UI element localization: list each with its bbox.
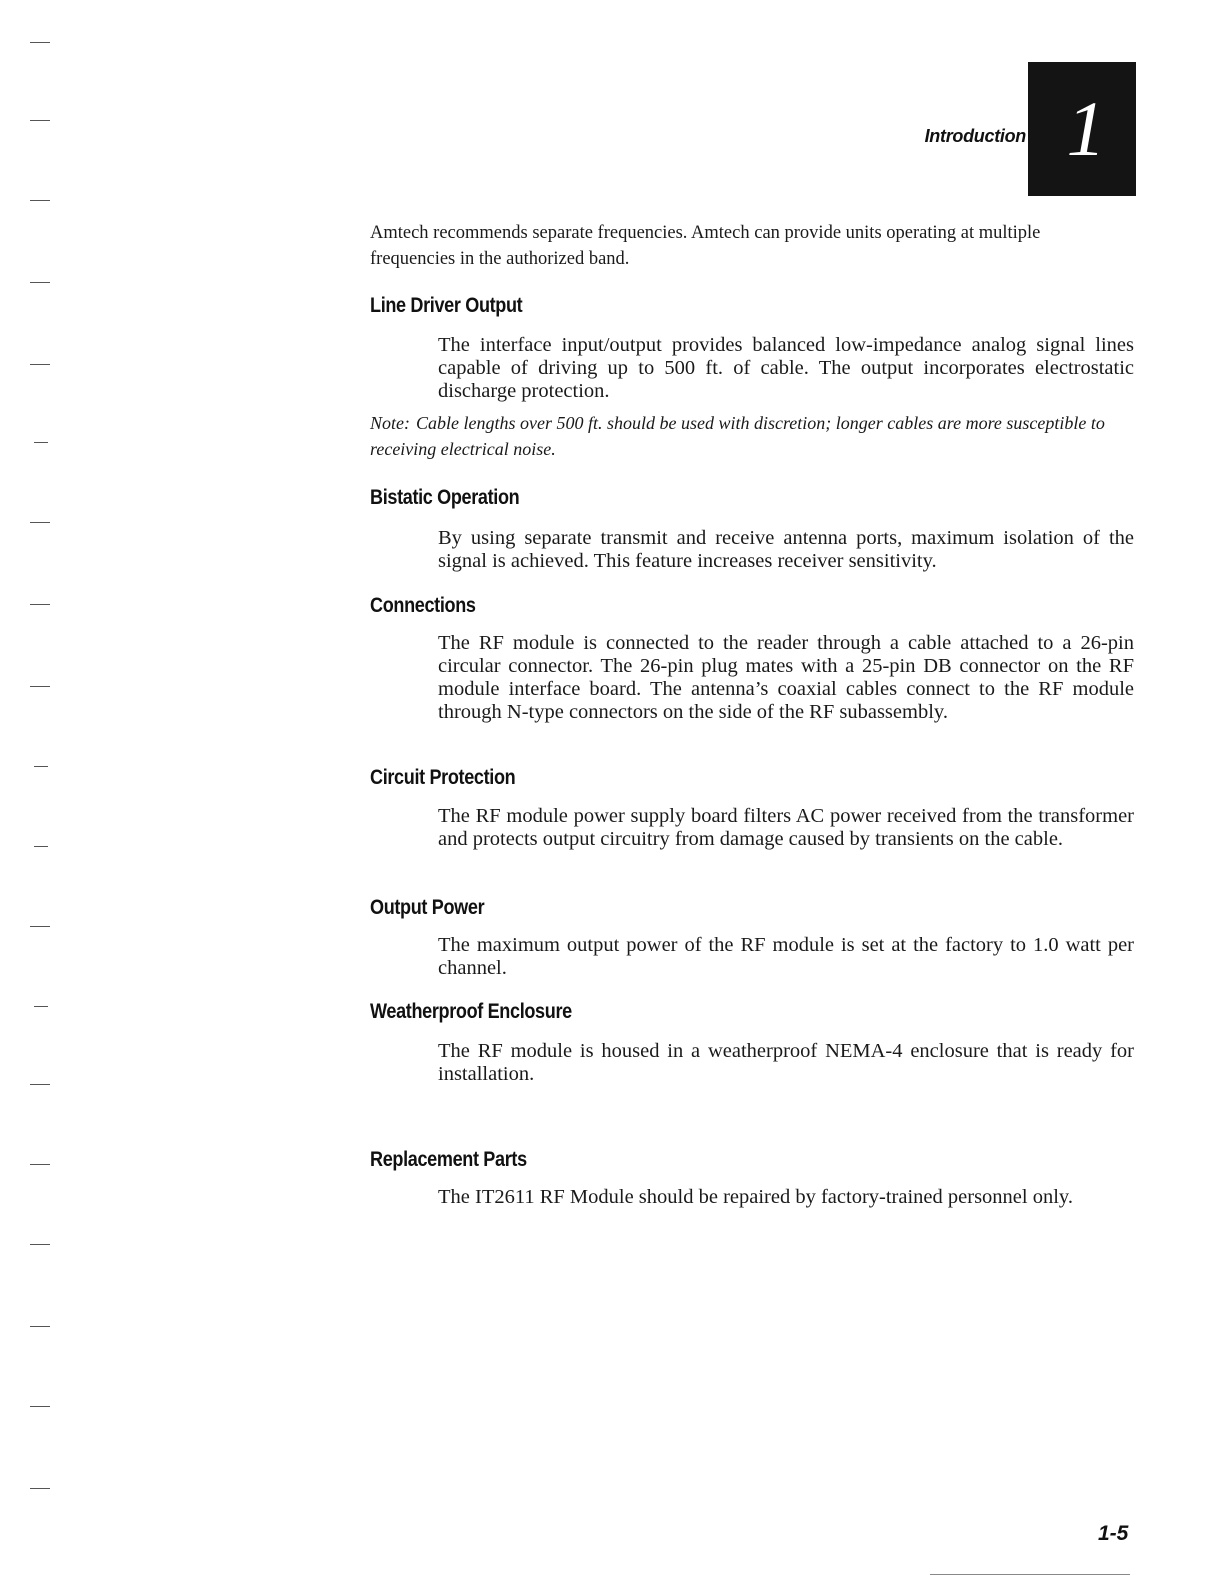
section-heading-replacement-parts: Replacement Parts — [370, 1148, 527, 1171]
margin-mark — [30, 364, 50, 365]
section-heading-output-power: Output Power — [370, 896, 485, 919]
section-body-output-power: The maximum output power of the RF module is set at the factory to 1.0 watt per channel. — [438, 934, 1134, 979]
margin-mark — [34, 846, 48, 847]
section-body-circuit-protection: The RF module power supply board filters AC power received from the transformer and protects output circuitry from damage caused by transients on the cable. — [438, 805, 1134, 850]
section-body-line-driver-output: The interface input/output provides balanced low-impedance analog signal lines capable of driving up to 500 ft. of cable. The output incorporates electrostatic discharge protection. — [438, 334, 1134, 402]
margin-mark — [34, 442, 48, 443]
margin-mark — [30, 1244, 50, 1245]
intro-paragraph: Amtech recommends separate frequencies. Amtech can provide units operating at multiple frequencies in the authorized band. — [370, 223, 1041, 269]
section-heading-bistatic-operation: Bistatic Operation — [370, 486, 520, 509]
margin-mark — [30, 120, 50, 121]
margin-mark — [30, 1326, 50, 1327]
margin-mark — [34, 1006, 48, 1007]
margin-mark — [30, 926, 50, 927]
margin-mark — [30, 1164, 50, 1165]
bottom-rule — [930, 1574, 1130, 1575]
margin-mark — [30, 686, 50, 687]
section-heading-line-driver-output: Line Driver Output — [370, 294, 523, 317]
margin-mark — [30, 1488, 50, 1489]
section-heading-circuit-protection: Circuit Protection — [370, 766, 516, 789]
margin-mark — [30, 1406, 50, 1407]
note-label: Note: — [370, 413, 410, 433]
margin-mark — [30, 282, 50, 283]
section-body-replacement-parts: The IT2611 RF Module should be repaired by factory-trained personnel only. — [438, 1186, 1073, 1208]
section-body-weatherproof-enclosure: The RF module is housed in a weatherproof NEMA-4 enclosure that is ready for installation. — [438, 1040, 1134, 1085]
chapter-number: 1 — [1066, 85, 1106, 172]
section-heading-weatherproof-enclosure: Weatherproof Enclosure — [370, 1000, 572, 1023]
margin-mark — [30, 604, 50, 605]
page-number: 1-5 — [1098, 1522, 1129, 1545]
note-text: Cable lengths over 500 ft. should be used with discretion; longer cables are more susceptible to receiving electrical noise. — [370, 413, 1105, 459]
chapter-tab — [1028, 62, 1136, 196]
margin-mark — [34, 766, 48, 767]
note-paragraph — [370, 410, 1110, 462]
section-body-connections: The RF module is connected to the reader through a cable attached to a 26-pin circular connector. The 26-pin plug mates with a 25-pin DB connector on the RF module interface board. The antenna’s coaxial cables connect to the RF module through N-type connectors on the side of the RF subassembly. — [438, 632, 1134, 723]
margin-mark — [30, 200, 50, 201]
margin-mark — [30, 1084, 50, 1085]
margin-mark — [30, 42, 50, 43]
section-body-bistatic-operation: By using separate transmit and receive antenna ports, maximum isolation of the signal is achieved. This feature increases receiver sensitivity. — [438, 527, 1134, 572]
running-header-label: Introduction — [924, 126, 1026, 146]
section-heading-connections: Connections — [370, 594, 476, 617]
margin-mark — [30, 522, 50, 523]
